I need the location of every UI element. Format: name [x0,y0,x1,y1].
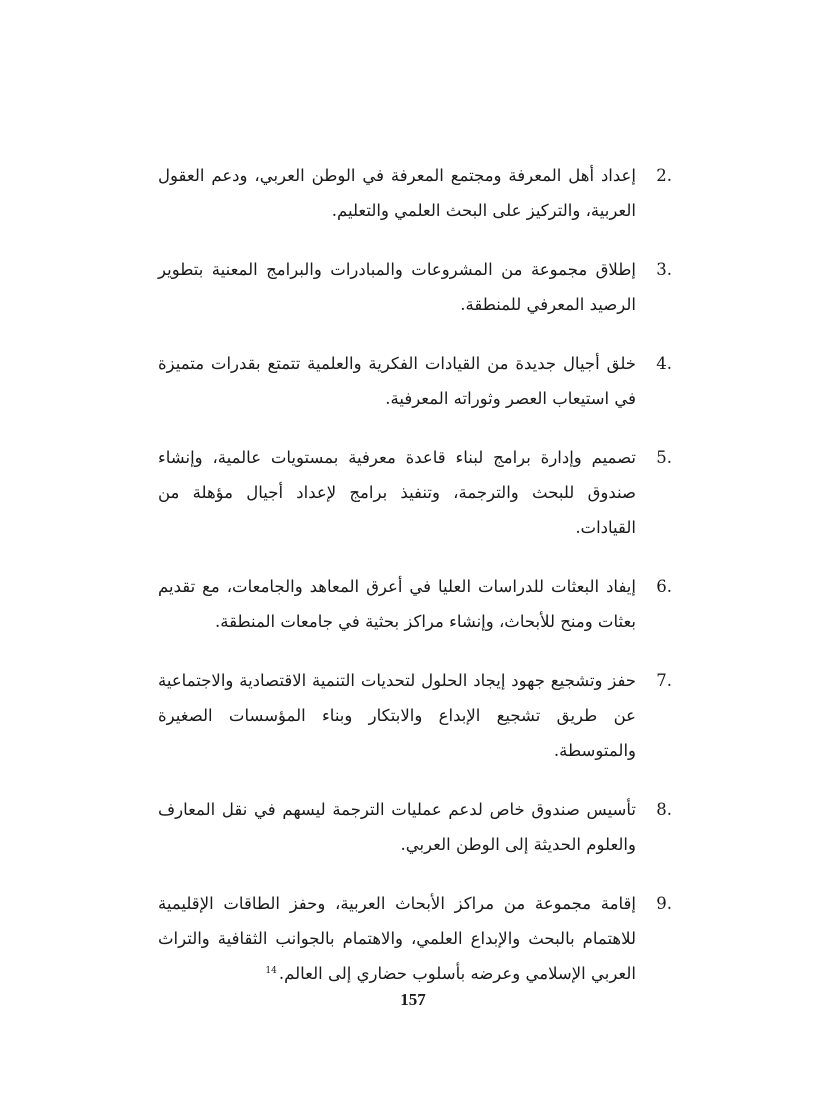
item-text: خلق أجيال جديدة من القيادات الفكرية والعلمية تتمتع بقدرات متميزة في استيعاب العصر وثوراته المعرفية. [158,354,636,408]
item-number: 6. [656,577,672,596]
list-item [158,158,670,228]
list-item [158,346,670,416]
item-number: 2. [656,166,672,185]
item-text-with-footnote [158,886,636,991]
item-number: 3. [656,260,672,279]
item-number: 5. [656,448,672,467]
list-item [158,886,670,991]
footnote-reference[interactable]: 14 [265,965,277,976]
list-item [158,792,670,862]
item-text: إيفاد البعثات للدراسات العليا في أعرق المعاهد والجامعات، مع تقديم بعثات ومنح للأبحاث، وإنشاء مراكز بحثية في جامعات المنطقة. [158,577,636,631]
item-number: 9. [656,894,672,913]
list-item [158,663,670,768]
numbered-list [158,158,670,1015]
list-item [158,252,670,322]
item-text: إقامة مجموعة من مراكز الأبحاث العربية، وحفز الطاقات الإقليمية للاهتمام بالبحث والإبداع العلمي، والاهتمام بالجوانب الثقافية والتراث العربي الإسلامي وعرضه بأسلوب حضاري إلى العالم. [158,894,636,983]
page-number: 157 [400,990,426,1009]
item-text: إطلاق مجموعة من المشروعات والمبادرات والبرامج المعنية بتطوير الرصيد المعرفي للمنطقة. [158,260,636,314]
item-text: تأسيس صندوق خاص لدعم عمليات الترجمة ليسهم في نقل المعارف والعلوم الحديثة إلى الوطن العربي. [158,800,636,854]
list-item [158,440,670,545]
item-text: إعداد أهل المعرفة ومجتمع المعرفة في الوطن العربي، ودعم العقول العربية، والتركيز على البحث العلمي والتعليم. [158,166,636,220]
list-item [158,569,670,639]
item-text: حفز وتشجيع جهود إيجاد الحلول لتحديات التنمية الاقتصادية والاجتماعية عن طريق تشجيع الإبداع والابتكار وبناء المؤسسات الصغيرة والمتوسطة. [158,671,636,760]
item-number: 8. [656,800,672,819]
item-number: 7. [656,671,672,690]
item-text: تصميم وإدارة برامج لبناء قاعدة معرفية بمستويات عالمية، وإنشاء صندوق للبحث والترجمة، وتنفيذ برامج لإعداد أجيال مؤهلة من القيادات. [158,448,636,537]
item-number: 4. [656,354,672,373]
